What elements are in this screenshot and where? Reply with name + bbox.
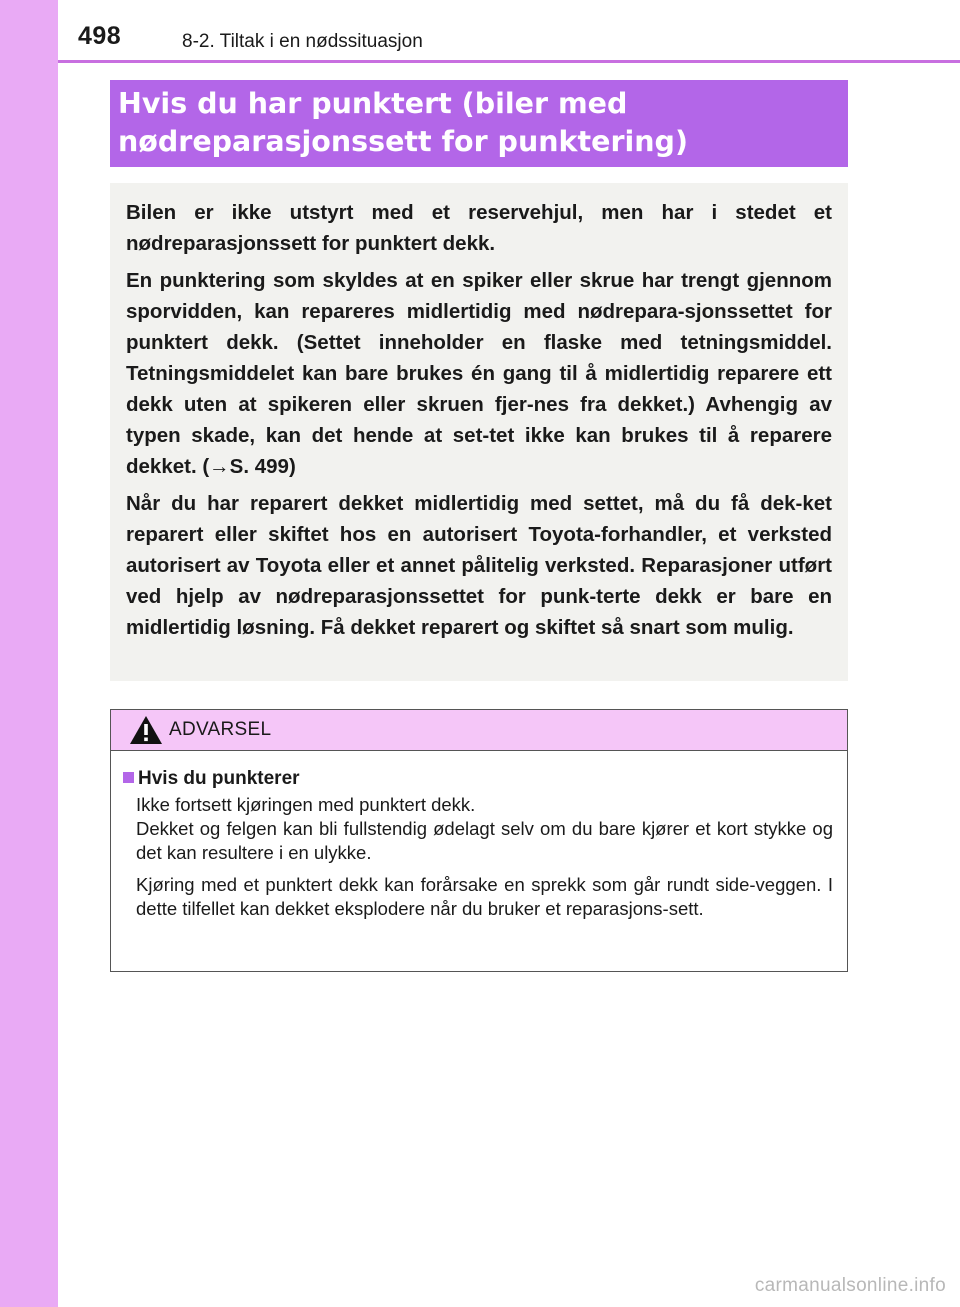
page-header [58,0,960,64]
intro-paragraph: En punktering som skyldes at en spiker eller skrue har trengt gjennom sporvidden, kan repareres midlertidig med nødrepara-sjonssettet for punktert dekk. (Settet inneholder en flaske med tetningsmiddel. Tetningsmiddelet kan bare brukes én gang til å midlertidig reparere ett dekk uten at spikeren eller skruen fjer-nes fra dekket.) Avhengig av typen skade, kan det hende at set-tet ikke kan brukes til å reparere dekket. (→S. 499) [126,269,832,478]
warning-body [111,751,847,921]
header-divider [58,60,960,63]
intro-paragraph: Når du har reparert dekket midlertidig med settet, må du få dek-ket reparert eller skiftet hos en autorisert Toyota-forhandler, et verksted autorisert av Toyota eller et annet pålitelig verksted. Reparasjoner utført ved hjelp av nødreparasjonssettet for punk-terte dekk er bare en midlertidig løsning. Få dekket reparert og skiftet så snart som mulig. [126,492,832,639]
warning-header [111,710,847,751]
intro-box [110,183,848,681]
warning-title: ADVARSEL [169,719,272,740]
page-number: 498 [78,22,122,50]
watermark: carmanualsonline.info [754,1275,946,1296]
section-title-banner [110,80,848,167]
side-tab-strip [0,0,58,1307]
warning-subheading [123,767,833,791]
warning-box [110,709,848,972]
section-label: 8-2. Tiltak i en nødssituasjon [182,31,423,52]
section-title-line-1: Hvis du har punktert (biler med [118,87,628,120]
intro-paragraph: Bilen er ikke utstyrt med et reservehjul, men har i stedet et nødreparasjonssett for punktert dekk. [126,201,832,255]
warning-subheading-text: Hvis du punkterer [138,768,300,789]
section-title-line-2: nødreparasjonssett for punktering) [118,125,688,158]
warning-paragraph: Dekket og felgen kan bli fullstendig ødelagt selv om du bare kjører et kort stykke og det kan resultere i en ulykke. [136,818,833,863]
square-bullet-icon [123,772,134,783]
warning-paragraph: Kjøring med et punktert dekk kan forårsake en sprekk som går rundt side-veggen. I dette tilfellet kan dekket eksplodere når du bruker et reparasjons-sett. [136,874,833,919]
warning-triangle-icon [129,715,163,745]
warning-paragraph: Ikke fortsett kjøringen med punktert dekk. [136,794,476,815]
